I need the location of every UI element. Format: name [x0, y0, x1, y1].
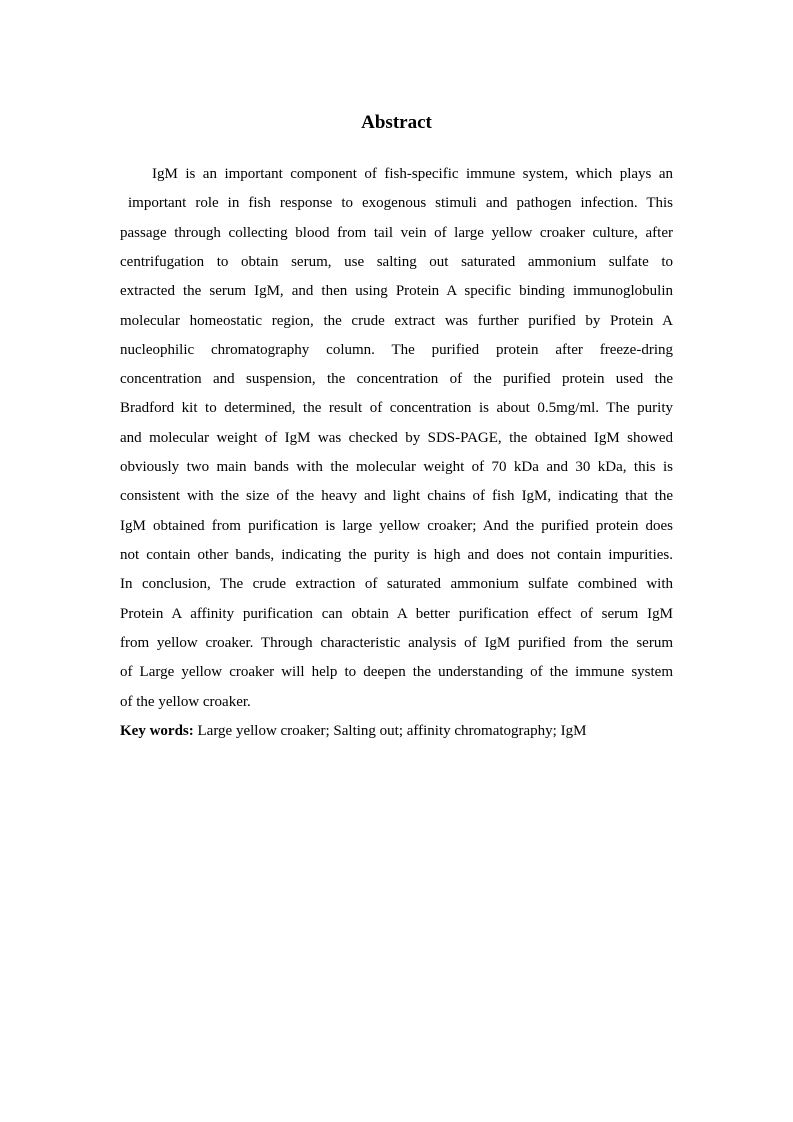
abstract-line-8: concentration and suspension, the concentration of the purified protein used the	[120, 371, 673, 387]
abstract-line-16: Protein A affinity purification can obtain A better purification effect of serum IgM	[120, 606, 673, 622]
abstract-line-15: In conclusion, The crude extraction of saturated ammonium sulfate combined with	[120, 576, 673, 592]
keywords-label: Key words:	[120, 723, 194, 739]
abstract-line-14: not contain other bands, indicating the purity is high and does not contain impurities.	[120, 547, 673, 563]
abstract-line-7: nucleophilic chromatography column. The purified protein after freeze-dring	[120, 342, 673, 358]
abstract-line-2: important role in fish response to exogenous stimuli and pathogen infection. This	[128, 195, 673, 211]
abstract-line-11: obviously two main bands with the molecular weight of 70 kDa and 30 kDa, this is	[120, 459, 673, 475]
abstract-line-1: IgM is an important component of fish-specific immune system, which plays an	[152, 166, 673, 182]
abstract-line-3: passage through collecting blood from tail vein of large yellow croaker culture, after	[120, 225, 673, 241]
abstract-line-17: from yellow croaker. Through characteristic analysis of IgM purified from the serum	[120, 635, 673, 651]
abstract-line-13: IgM obtained from purification is large yellow croaker; And the purified protein does	[120, 518, 673, 534]
abstract-line-10: and molecular weight of IgM was checked by SDS-PAGE, the obtained IgM showed	[120, 430, 673, 446]
abstract-line-6: molecular homeostatic region, the crude extract was further purified by Protein A	[120, 313, 673, 329]
abstract-line-18: of Large yellow croaker will help to deepen the understanding of the immune system	[120, 664, 673, 680]
abstract-line-5: extracted the serum IgM, and then using Protein A specific binding immunoglobulin	[120, 283, 673, 299]
abstract-line-4: centrifugation to obtain serum, use salting out saturated ammonium sulfate to	[120, 254, 673, 270]
keywords-text: Large yellow croaker; Salting out; affinity chromatography; IgM	[193, 723, 587, 739]
abstract-line-19: of the yellow croaker.	[120, 694, 251, 710]
page-title: Abstract	[361, 112, 432, 133]
abstract-line-9: Bradford kit to determined, the result of concentration is about 0.5mg/ml. The purity	[120, 400, 673, 416]
keywords	[120, 721, 586, 741]
abstract-line-12: consistent with the size of the heavy and light chains of fish IgM, indicating that the	[120, 488, 673, 504]
